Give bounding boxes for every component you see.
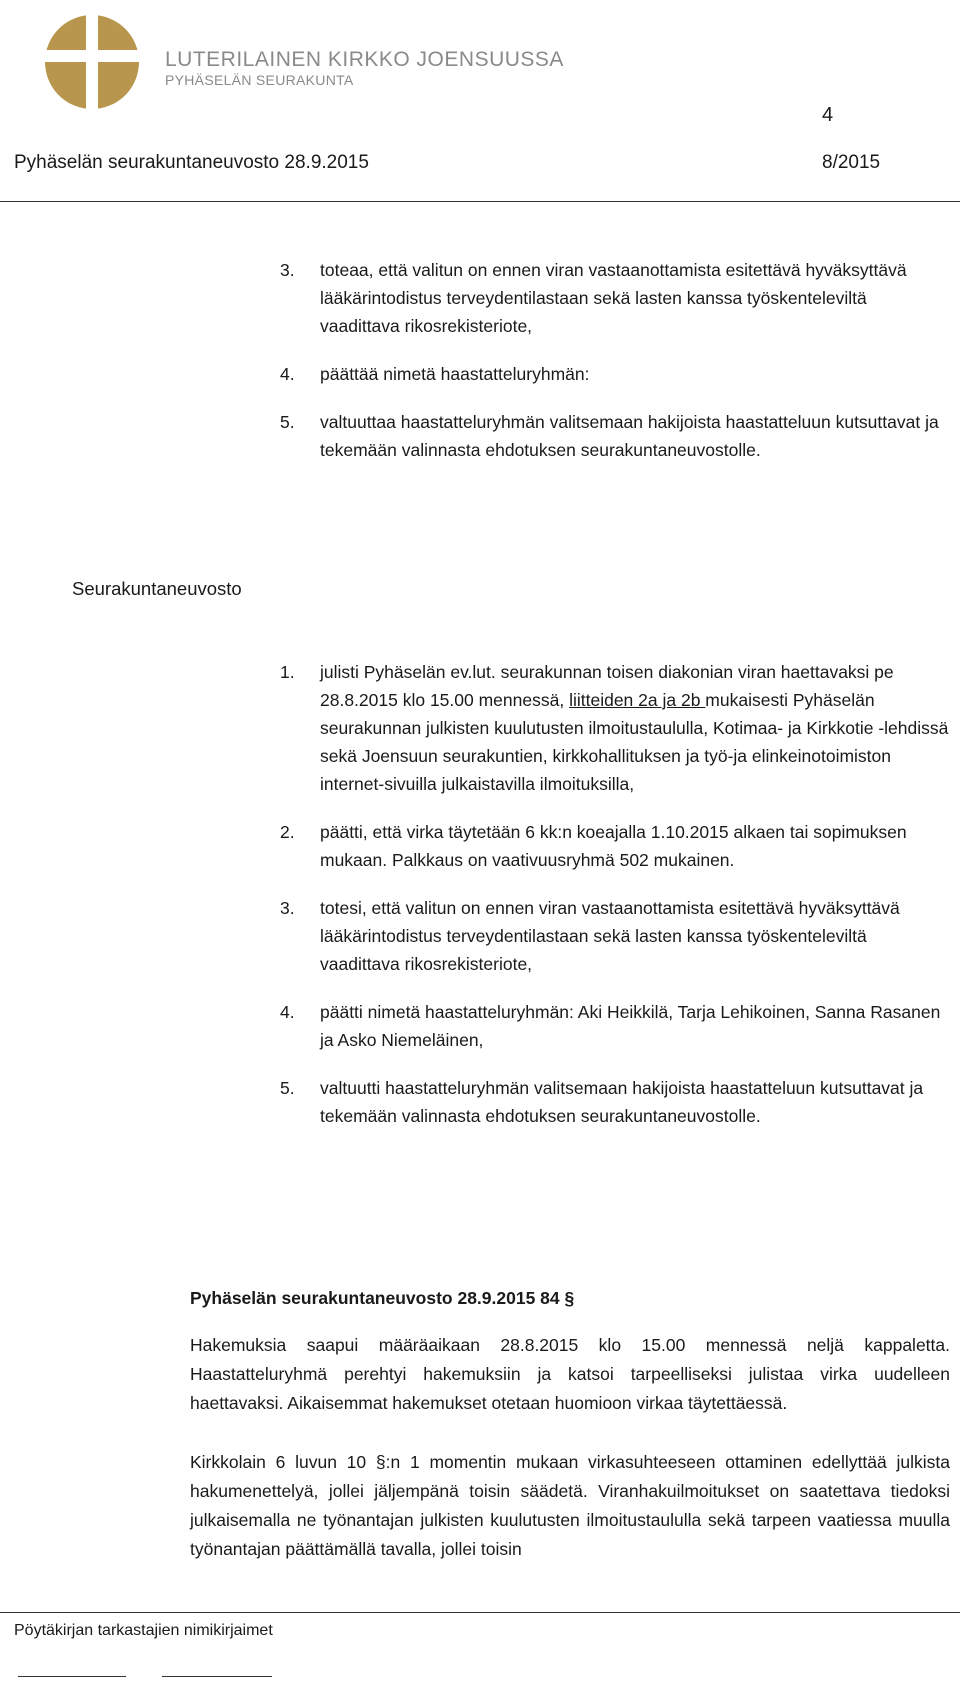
item-text-start: julisti Pyhäselän ev.lut. seurakunnan toisen diakonian viran haettavaksi pe 28.8.2015 klo 15.00 mennessä, [320,662,894,710]
organization-name: LUTERILAINEN KIRKKO JOENSUUSSA [165,48,564,71]
item-text: päättää nimetä haastatteluryhmän: [320,364,590,384]
attachment-link[interactable]: liitteiden 2a ja 2b [569,690,706,710]
section-heading: Pyhäselän seurakuntaneuvosto 28.9.2015 84 § [190,1288,575,1308]
item-text: totesi, että valitun on ennen viran vastaanottamista esitettävä hyväksyttävä lääkärintodistus terveydentilastaan sekä lasten kanssa työskenteleviltä vaadittava rikosrekisteriote, [320,898,900,974]
footer-divider [0,1612,960,1613]
page-number: 4 [822,104,834,126]
section-84 [190,1284,950,1594]
item-number: 5. [280,1078,295,1098]
item-text-end: mukaisesti Pyhäselän seurakunnan julkisten kuulutusten ilmoitustaululla, Kotimaa- ja Kirkkotie -lehdissä sekä Joensuun seurakuntien, kirkkohallituksen ja työ-ja elinkeinotoimiston internet-sivuilla julkaistavilla ilmoituksilla, [320,690,949,794]
item-text: valtuutti haastatteluryhmän valitsemaan hakijoista haastatteluun kutsuttavat ja tekemään valinnasta ehdotuksen seurakuntaneuvostolle. [320,1078,924,1126]
item-text [320,658,950,798]
item-number: 3. [280,898,295,918]
list-item [280,818,950,874]
parish-cross-logo-icon [42,12,142,112]
signature-line [18,1676,126,1677]
list-item [280,894,950,978]
signature-line [162,1676,272,1677]
list-item [280,408,950,464]
item-text: päätti nimetä haastatteluryhmän: Aki Heikkilä, Tarja Lehikoinen, Sanna Rasanen ja Asko Niemeläinen, [320,1002,941,1050]
list-item [280,360,950,388]
item-number: 3. [280,260,295,280]
list-item [280,256,950,340]
header-divider [0,201,960,202]
decision-label: Seurakuntaneuvosto [72,578,242,599]
item-text: valtuuttaa haastatteluryhmän valitsemaan hakijoista haastatteluun kutsuttavat ja tekemään valinnasta ehdotuksen seurakuntaneuvostolle. [320,412,939,460]
item-number: 2. [280,822,295,842]
item-number: 4. [280,364,295,384]
list-item [280,658,950,798]
document-number: 8/2015 [822,152,881,173]
organization-subtitle: PYHÄSELÄN SEURAKUNTA [165,72,354,88]
list-item [280,1074,950,1130]
decision-list [280,658,950,1150]
section-paragraph: Hakemuksia saapui määräaikaan 28.8.2015 klo 15.00 mennessä neljä kappaletta. Haastatteluryhmä perehtyi hakemuksiin ja katsoi tarpeelliseksi julistaa virka uudelleen haettavaksi. Aikaisemmat hakemukset otetaan huomioon virkaa täytettäessä. [190,1335,950,1413]
proposal-list [280,256,950,484]
item-number: 5. [280,412,295,432]
meeting-title: Pyhäselän seurakuntaneuvosto 28.9.2015 [14,152,369,173]
item-number: 4. [280,1002,295,1022]
item-text: toteaa, että valitun on ennen viran vastaanottamista esitettävä hyväksyttävä lääkärintodistus terveydentilastaan sekä lasten kanssa työskenteleviltä vaadittava rikosrekisteriote, [320,260,907,336]
section-paragraph: Kirkkolain 6 luvun 10 §:n 1 momentin mukaan virkasuhteeseen ottaminen edellyttää julkista hakumenettelyä, jollei jäljempänä toisin säädetä. Viranhakuilmoitukset on saatettava tiedoksi julkaisemalla ne työnantajan julkisten kuulutusten ilmoitustaululla sekä tarpeen vaatiessa muulla työnantajan päättämällä tavalla, jollei toisin [190,1452,950,1559]
footer-label: Pöytäkirjan tarkastajien nimikirjaimet [14,1622,273,1639]
item-text: päätti, että virka täytetään 6 kk:n koeajalla 1.10.2015 alkaen tai sopimuksen mukaan. Palkkaus on vaativuusryhmä 502 mukainen. [320,822,907,870]
list-item [280,998,950,1054]
item-number: 1. [280,662,295,682]
